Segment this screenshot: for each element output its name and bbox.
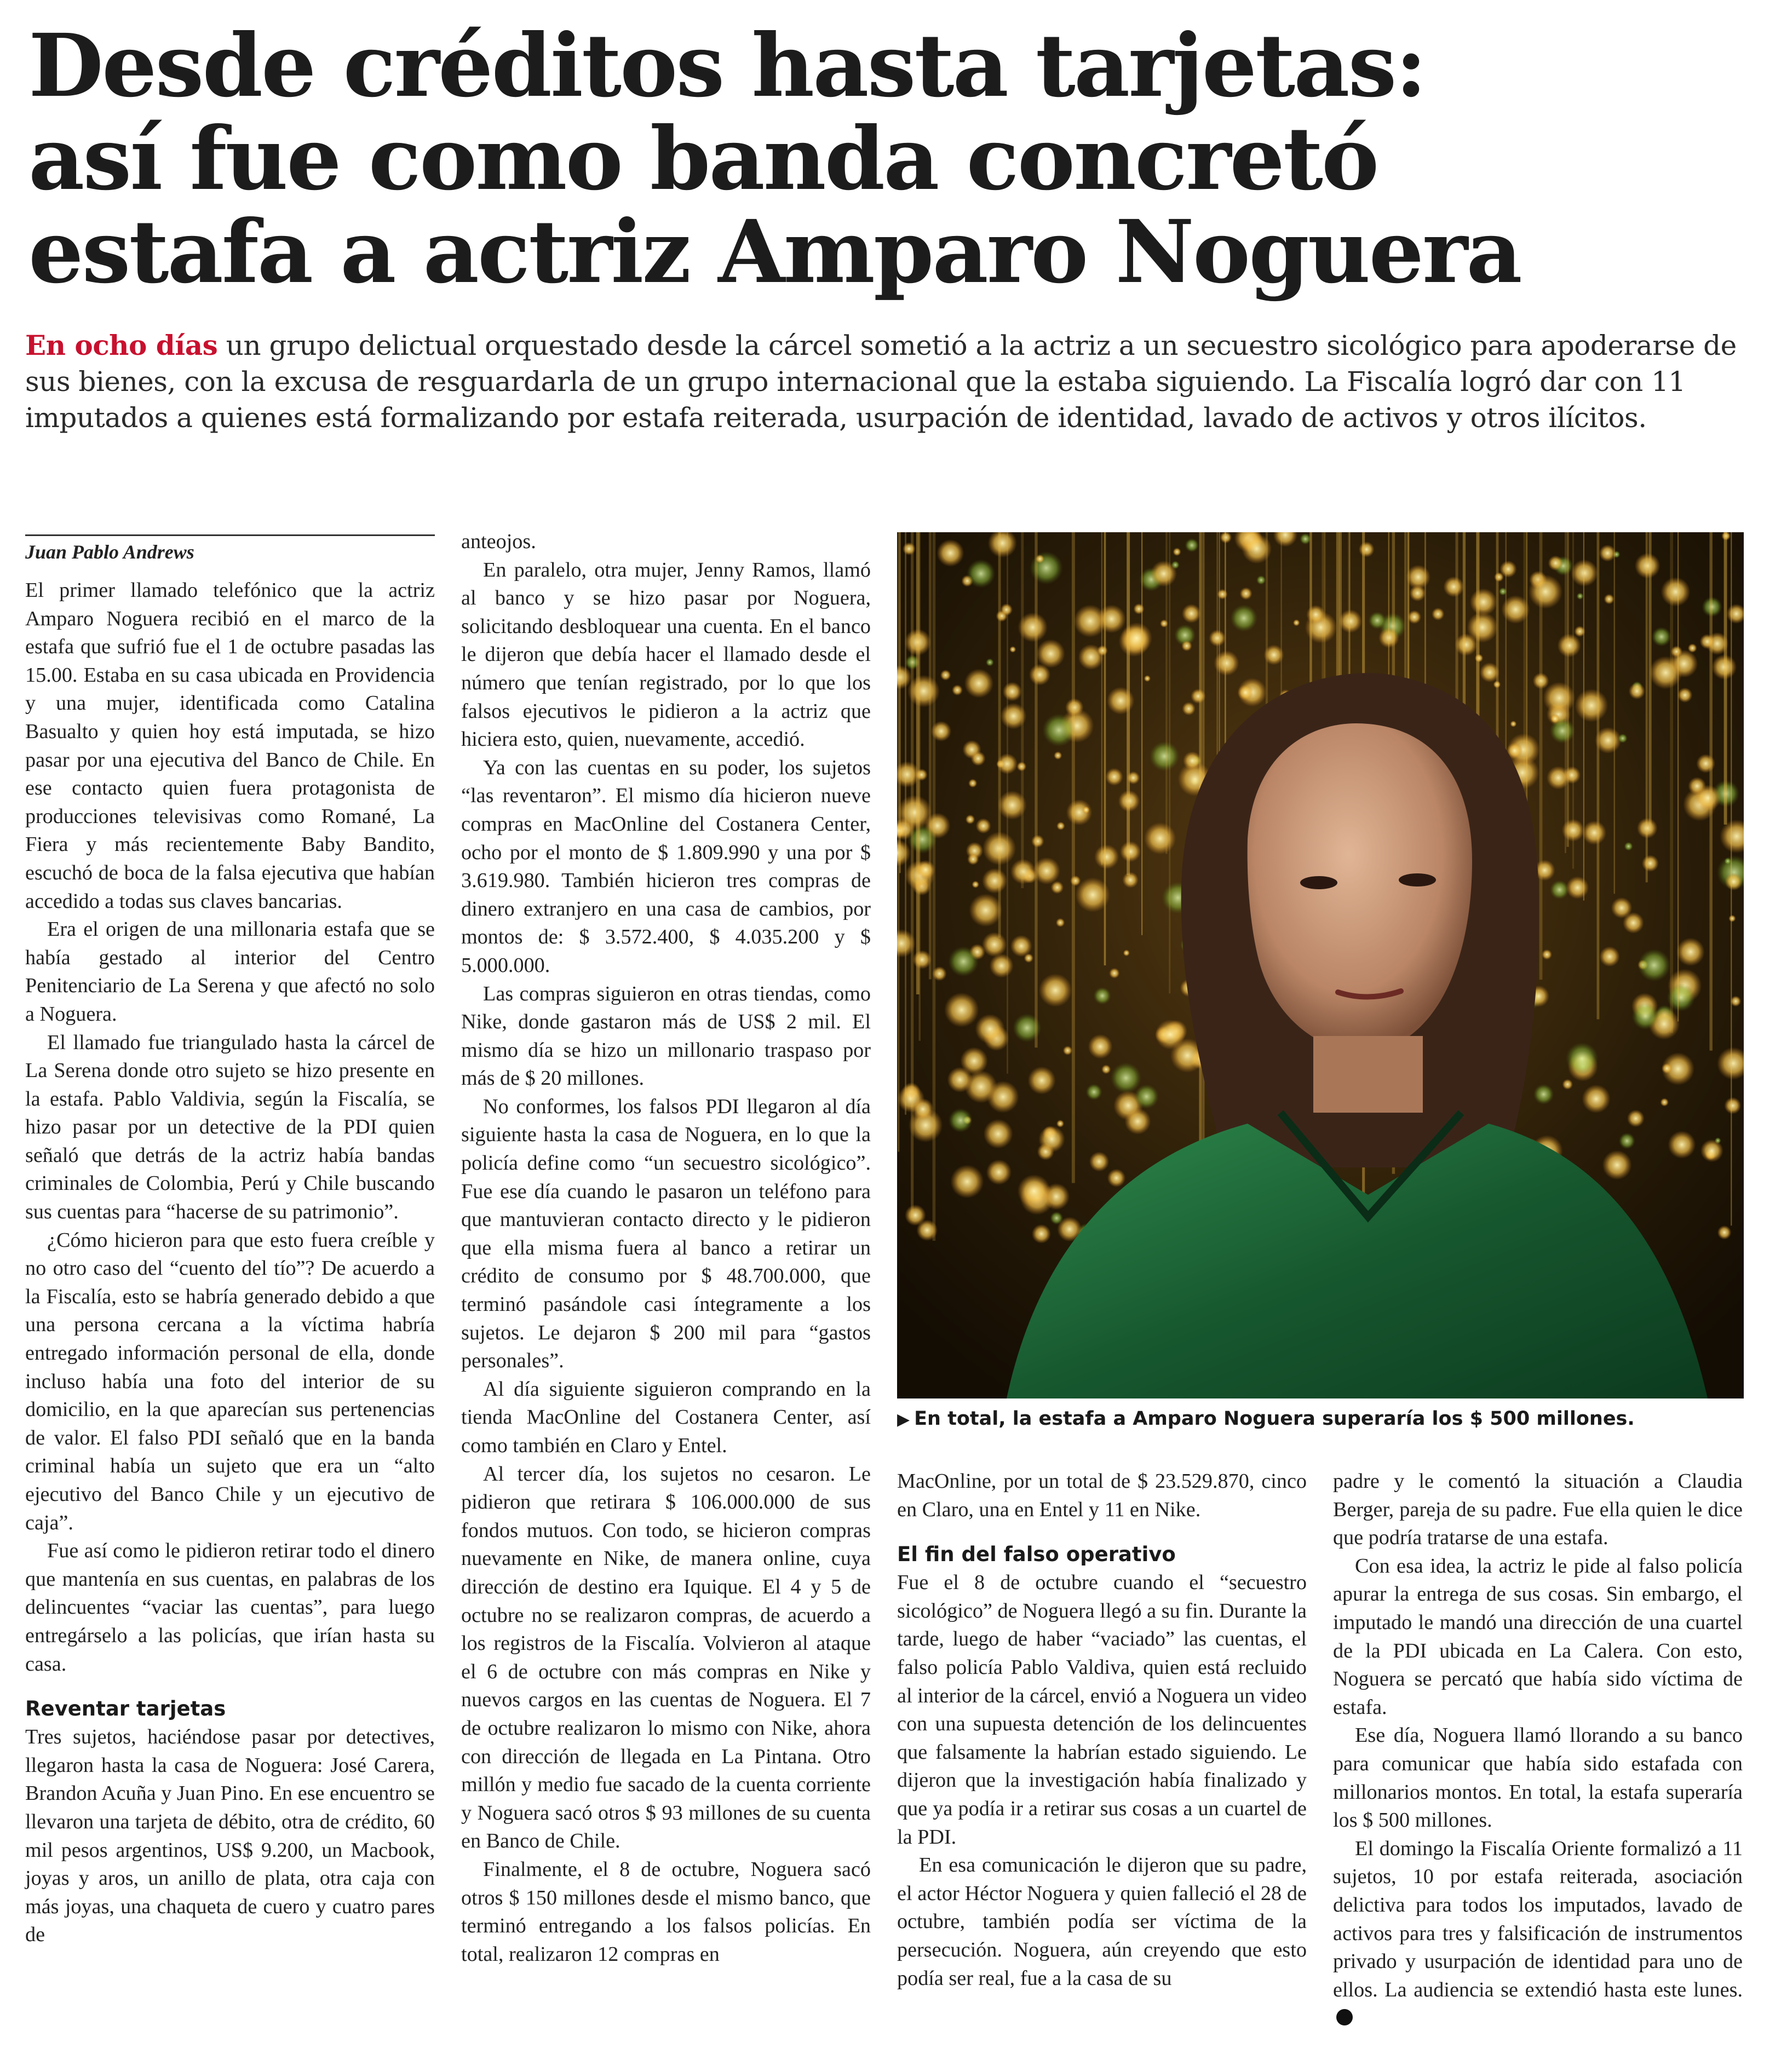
headline-line-3: estafa a actriz Amparo Noguera <box>28 202 1521 303</box>
bokeh-light <box>990 954 1014 978</box>
bokeh-light <box>1240 588 1253 600</box>
bokeh-light <box>1443 577 1464 597</box>
bokeh-light <box>1156 1020 1186 1050</box>
bokeh-light <box>1105 768 1123 786</box>
light-strand <box>916 532 920 994</box>
bokeh-light <box>1120 841 1141 862</box>
bokeh-light <box>1604 594 1615 605</box>
bokeh-light <box>1642 855 1659 872</box>
bokeh-light <box>1123 949 1130 956</box>
bokeh-light <box>1036 640 1065 669</box>
light-strand <box>899 532 901 873</box>
bokeh-light <box>1543 682 1576 714</box>
lead-kicker: En ocho días <box>25 329 218 361</box>
bokeh-light <box>1662 1063 1672 1074</box>
bokeh-light <box>940 670 951 681</box>
light-strand <box>1169 532 1170 993</box>
bokeh-light <box>1054 751 1062 759</box>
bokeh-light <box>1056 918 1065 928</box>
bokeh-light <box>1652 627 1671 647</box>
bokeh-light <box>1107 687 1135 715</box>
bokeh-light <box>1121 623 1153 654</box>
paragraph: No conformes, los falsos PDI llegaron al día siguiente hasta la casa de Noguera, en lo que la policía define como “un secuestro sicológico”. Fue ese día cuando le pasaron un teléfono para que mantuvieran contacto directo y le pidieron que ella misma fuera al banco a retirar un crédito de consumo por $ 48.700.000, que terminó pasándole casi íntegramente a los sujetos. Le dejaron $ 200 mil para “gastos personales”. <box>461 1095 871 1373</box>
bokeh-light <box>1056 822 1065 831</box>
bokeh-light <box>966 815 975 825</box>
bokeh-light <box>1111 1062 1142 1093</box>
face-shape <box>1248 723 1472 1052</box>
bokeh-light <box>1624 842 1633 850</box>
eye-left <box>1300 876 1337 889</box>
bokeh-light <box>1629 683 1645 699</box>
light-strand <box>1572 532 1574 869</box>
portrait-illustration <box>897 532 1744 1398</box>
headline-line-2: así fue como banda concretó <box>28 108 1378 210</box>
bokeh-light <box>1717 1225 1732 1240</box>
bokeh-light <box>949 1108 973 1132</box>
bokeh-light <box>1660 1098 1669 1107</box>
bokeh-light <box>1300 533 1311 545</box>
bokeh-light <box>1566 1042 1599 1075</box>
paragraph: Ese día, Noguera llamó llorando a su banco para comunicar que había sido estafada con millonarios montos. En total, la estafa superaría los $ 500 millones. <box>1333 1724 1743 1832</box>
bokeh-light <box>1144 822 1176 855</box>
light-strand <box>1677 532 1679 1021</box>
end-of-article-mark <box>1336 2009 1353 2025</box>
bokeh-light <box>1042 713 1076 747</box>
headline-line-1: Desde créditos hasta tarjetas: <box>28 15 1426 117</box>
bokeh-light <box>1369 612 1386 629</box>
bokeh-light <box>1582 1085 1610 1113</box>
light-strand <box>1597 532 1600 1020</box>
bokeh-light <box>1602 1150 1632 1180</box>
light-strand <box>1021 532 1024 888</box>
bokeh-light <box>1028 1067 1056 1095</box>
bokeh-light <box>1724 857 1731 865</box>
bokeh-light <box>1700 1139 1723 1162</box>
light-strand <box>1724 532 1727 825</box>
bokeh-light <box>1676 938 1705 966</box>
bokeh-light <box>1661 577 1691 607</box>
bokeh-light <box>1150 741 1180 772</box>
bokeh-light <box>1293 619 1300 626</box>
bokeh-light <box>903 542 916 555</box>
bokeh-light <box>1542 949 1552 960</box>
bokeh-light <box>982 932 1007 957</box>
bokeh-light <box>1088 1034 1113 1059</box>
bokeh-light <box>1009 646 1016 653</box>
article-column-2 <box>461 528 871 1969</box>
paragraph: Finalmente, el 8 de octubre, Noguera sacó otros $ 150 millones desde el mismo banco, que terminó entregando a los falsos policías. En total, realizaron 12 compras en <box>461 1857 871 1966</box>
bokeh-light <box>982 868 1007 893</box>
paragraph: MacOnline, por un total de $ 23.529.870, cinco en Claro, una en Entel y 11 en Nike. <box>897 1470 1307 1521</box>
bokeh-light <box>1134 1084 1159 1109</box>
bokeh-light <box>1003 682 1022 701</box>
bokeh-light <box>948 946 979 977</box>
bokeh-light <box>1256 575 1266 585</box>
bokeh-light <box>1124 1108 1151 1135</box>
bokeh-light <box>1101 1064 1111 1074</box>
bokeh-light <box>1018 1175 1051 1208</box>
bokeh-light <box>897 795 932 830</box>
bokeh-light <box>1730 996 1741 1007</box>
bokeh-light <box>950 1165 984 1198</box>
article-photo <box>897 532 1744 1398</box>
bokeh-light <box>1688 643 1697 653</box>
caption-marker: ▶ <box>897 1410 910 1429</box>
bokeh-light <box>1151 561 1177 587</box>
bokeh-light <box>912 1098 934 1120</box>
bokeh-light <box>1107 1169 1126 1188</box>
bokeh-light <box>952 684 963 695</box>
paragraph: En esa comunicación le dijeron que su padre, el actor Héctor Noguera y quien falleció el 28 de octubre, también podía ser víctima de la persecución. Noguera, aún creyendo que esto podía ser real, fue a la casa de su <box>897 1854 1307 1990</box>
neck-shape <box>1313 1036 1423 1113</box>
bokeh-light <box>1470 588 1497 615</box>
bokeh-light <box>1619 1133 1635 1149</box>
lead-text: un grupo delictual orquestado desde la cárcel sometió a la actriz a un secuestro sicológico para apoderarse de sus bienes, con la excusa de resguardarla de un grupo internacional que la estaba siguiendo. La Fiscalía logró dar con 11 imputados a quienes está formalizando por estafa reiterada, usurpación de identidad, lavado de activos y otros ilícitos. <box>25 330 1737 434</box>
paragraph: Ya con las cuentas en su poder, los sujetos “las reventaron”. El mismo día hicieron nueve compras en MacOnline del Costanera Center, ocho por el monto de $ 1.809.990 y una por $ 3.619.980. También hicieron tres compras de dinero extranjero en una casa de cambios, por montos de: $ 3.572.400, $ 4.035.200 y $ 5.000.000. <box>461 756 871 977</box>
paragraph: padre y le comentó la situación a Claudia Berger, pareja de su padre. Fue ella quien le dice que podría tratarse de una estafa. <box>1333 1470 1743 1550</box>
light-strand <box>1583 532 1584 901</box>
bokeh-light <box>944 993 979 1027</box>
paragraph: Las compras siguieron en otras tiendas, como Nike, donde gastaron más de US$ 2 mil. El mismo día se hizo un millonario traspaso por más de $ 20 millones. <box>461 982 871 1090</box>
bokeh-light <box>984 1119 1013 1149</box>
bokeh-light <box>1558 634 1581 657</box>
light-strand <box>1035 532 1037 1047</box>
bokeh-light <box>967 853 979 865</box>
bokeh-light <box>1086 1084 1102 1100</box>
bokeh-light <box>986 1160 1012 1185</box>
light-strand <box>1565 532 1566 853</box>
bokeh-light <box>1070 876 1081 887</box>
bokeh-light <box>1550 880 1569 899</box>
light-strand <box>1165 532 1168 854</box>
light-strand <box>1646 532 1648 882</box>
bokeh-light <box>1547 766 1570 790</box>
bokeh-light <box>1230 605 1257 632</box>
paragraph: Al tercer día, los sujetos no cesaron. Le pidieron que retirara $ 106.000.000 de sus fondos mutuos. Con todo, se hicieron compras nuevamente en Nike, de manera online, cuya dirección de destino era Iquique. El 4 y 5 de octubre no se realizaron compras, de acuerdo a los registros de la Fiscalía. Volvieron al ataque el 6 de octubre con más compras en Nike y nuevos cargos en las cuentas de Noguera. El 7 de octubre realizaron lo mismo con Nike, ahora con dirección de llegada en La Pintana. Otro millón y medio fue sacado de la cuenta corriente y Noguera sacó otros $ 93 millones de su cuenta en Banco de Chile. <box>461 1462 871 1853</box>
bokeh-light <box>1725 873 1743 890</box>
paragraph: El primer llamado telefónico que la actriz Amparo Noguera recibió en el marco de la estafa que sufrió fue el 1 de octubre pasadas las 15.00. Estaba en su casa ubicada en Providencia y una mujer, identificada como Catalina Basualto y quien hoy está imputada, se hizo pasar por una ejecutiva del Banco de Chile. En ese contacto quien fuera protagonista de producciones televisivas como Romané, La Fiera y más recientemente Baby Bandito, escuchó de boca de la falsa ejecutiva que habían accedido a todas sus claves bancarias. <box>25 579 435 913</box>
bokeh-light <box>1407 610 1421 624</box>
bokeh-light <box>1627 1110 1645 1127</box>
bokeh-light <box>1038 1126 1065 1152</box>
bokeh-light <box>1109 968 1119 979</box>
bokeh-light <box>1677 688 1693 703</box>
photo-caption <box>897 1406 1744 1432</box>
paragraph: El llamado fue triangulado hasta la cárcel de La Serena donde otro sujeto se hizo presente en la estafa. Pablo Valdivia, según la Fiscalía, se hizo pasar por un detective de la PDI quien señaló que detrás de la actriz había bandas criminales de Colombia, Perú y Chile buscando sus cuentas para “hacerse de su patrimonio”. <box>25 1031 435 1224</box>
bokeh-light <box>1599 946 1619 966</box>
light-strand <box>1709 532 1713 1051</box>
bokeh-light <box>1599 545 1616 562</box>
bokeh-light <box>1082 806 1090 814</box>
subheading: El fin del falso operativo <box>897 1543 1176 1567</box>
light-strand <box>1127 532 1130 875</box>
bokeh-light <box>969 894 1003 927</box>
bokeh-light <box>1409 585 1426 601</box>
bokeh-light <box>1238 684 1254 700</box>
bokeh-light <box>1024 953 1033 963</box>
bokeh-light <box>1122 872 1139 888</box>
bokeh-light <box>1001 603 1013 616</box>
light-strand <box>911 532 914 1218</box>
bokeh-light <box>1548 555 1564 571</box>
bokeh-light <box>1618 734 1628 744</box>
bokeh-light <box>975 1014 1004 1044</box>
paragraph: anteojos. <box>461 530 536 553</box>
paragraph: Fue así como le pidieron retirar todo el dinero que mantenía en sus cuentas, en palabras de los delincuentes “vaciar las cuentas”, para luego entregárselo a las policías, que irían hasta su casa. <box>25 1539 435 1676</box>
bokeh-light <box>1432 608 1444 620</box>
bokeh-light <box>1056 1120 1064 1127</box>
bokeh-light <box>1668 1131 1696 1159</box>
bokeh-light <box>1185 538 1199 552</box>
bokeh-light <box>1724 1097 1741 1114</box>
light-strand <box>1539 532 1543 980</box>
bokeh-light <box>1533 1084 1554 1104</box>
article-column-3 <box>897 1467 1307 1993</box>
bokeh-light <box>1133 603 1144 614</box>
bokeh-light <box>1144 675 1151 682</box>
bokeh-light <box>1338 609 1362 633</box>
bokeh-light <box>1089 1152 1109 1171</box>
bokeh-light <box>972 880 979 888</box>
paragraph: Al día siguiente siguieron comprando en la tienda MacOnline del Costanera Center, así como también en Claro y Entel. <box>461 1377 871 1457</box>
byline: Juan Pablo Andrews <box>25 534 435 565</box>
light-strand <box>1648 532 1651 831</box>
paragraph: Fue el 8 de octubre cuando el “secuestro sicológico” de Noguera llegó a su fin. Durante la tarde, luego de haber “vaciado” las cuentas, el falso policía Pablo Valdiva, quien está recluido al interior de la cárcel, envió a Noguera un video con una supuesta detención de los delincuentes que falsamente la habrían estado siguiendo. Le dijeron que la investigación había finalizado y que ya podía ir a retirar sus cosas a un cuartel de la PDI. <box>897 1571 1307 1849</box>
bokeh-light <box>986 658 994 666</box>
bokeh-light <box>1623 912 1644 934</box>
headline <box>28 15 1754 303</box>
bokeh-light <box>947 1067 973 1093</box>
bokeh-light <box>1039 974 1072 1007</box>
light-strand <box>898 532 900 1152</box>
bokeh-light <box>1582 821 1606 845</box>
bokeh-light <box>1032 1224 1051 1244</box>
bokeh-light <box>912 950 932 969</box>
caption-text: En total, la estafa a Amparo Noguera superaría los $ 500 millones. <box>914 1408 1635 1430</box>
light-strand <box>1731 532 1732 1225</box>
light-strand <box>1104 532 1106 965</box>
bokeh-light <box>1649 656 1682 689</box>
bokeh-light <box>1575 689 1608 722</box>
bokeh-light <box>1550 714 1560 723</box>
paragraph: Tres sujetos, haciéndose pasar por detectives, llegaron hasta la casa de Noguera: José Carera, Brandon Acuña y Juan Pino. En ese encuentro se llevaron una tarjeta de débito, otra de crédito, 60 mil pesos argentinos, US$ 9.200, un Macbook, joyas y aros, un anillo de plata, otra caja con más joyas, una chaqueta de cuero y cuatro pares de <box>25 1725 435 1947</box>
light-strand <box>1101 532 1102 865</box>
bokeh-light <box>967 559 995 588</box>
bokeh-light <box>1728 915 1736 922</box>
light-strand <box>1614 532 1616 894</box>
light-strand <box>1566 532 1569 847</box>
eye-right <box>1399 873 1436 887</box>
bokeh-light <box>976 818 991 833</box>
article-column-1 <box>25 534 435 1949</box>
bokeh-light <box>968 779 977 787</box>
paragraph: En paralelo, otra mujer, Jenny Ramos, llamó al banco y se hizo pasar por Noguera, solicitando desbloquear una cuenta. En el banco le dijeron que debía hacer el llamado desde el número que tenían registrado, por lo que los falsos ejecutivos le pidieron a la actriz que hiciera esto, quien, nuevamente, accedió. <box>461 558 871 751</box>
bokeh-light <box>1051 881 1064 894</box>
bokeh-light <box>971 751 986 766</box>
bokeh-light <box>1182 702 1196 716</box>
bokeh-light <box>1494 572 1504 582</box>
bokeh-light <box>1030 551 1063 585</box>
bokeh-light <box>1529 575 1562 609</box>
light-strand <box>998 532 1001 937</box>
paragraph: El domingo la Fiscalía Oriente formalizó a 11 sujetos, 10 por estafa reiterada, asociación delictiva para todos los imputados, lavado de activos para tres y falsificación de instrumentos privado y usurpación de identidad para uno de ellos. La audiencia se extendió hasta este lunes. <box>1333 1835 1743 2033</box>
article-column-4 <box>1333 1467 1743 2033</box>
bokeh-light <box>1094 844 1119 869</box>
bokeh-light <box>1181 641 1192 652</box>
subheading: Reventar tarjetas <box>25 1697 226 1721</box>
light-strand <box>929 532 932 979</box>
bokeh-light <box>1562 1079 1573 1090</box>
bokeh-light <box>1182 604 1201 623</box>
bokeh-light <box>1217 589 1227 600</box>
light-strand <box>1007 532 1008 1074</box>
light-strand <box>1072 532 1075 1183</box>
bokeh-light <box>1694 785 1721 811</box>
bokeh-light <box>1063 1046 1072 1055</box>
paragraph: Con esa idea, la actriz le pide al falso policía apurar la entrega de sus cosas. Sin embargo, el imputado le mandó una dirección de una cuartel de la PDI ubicada en La Calera. Con esto, Noguera se percató que había sido víctima de estafa. <box>1333 1554 1743 1719</box>
bokeh-light <box>1510 721 1516 727</box>
lead-paragraph <box>25 327 1756 436</box>
bokeh-light <box>937 539 964 567</box>
light-strand <box>1670 532 1673 1033</box>
bokeh-light <box>1632 1003 1659 1030</box>
light-strand <box>1141 532 1142 935</box>
bokeh-light <box>1638 949 1670 982</box>
bokeh-light <box>964 669 994 698</box>
bokeh-light <box>1173 548 1181 556</box>
bokeh-light <box>1577 592 1584 600</box>
bokeh-light <box>1467 612 1498 643</box>
light-strand <box>905 532 906 1115</box>
paragraph: Era el origen de una millonaria estafa que se había gestado al interior del Centro Penitenciario de La Serena y que afectó no solo a Noguera. <box>25 918 435 1026</box>
bokeh-light <box>1183 751 1202 770</box>
light-strand <box>933 532 936 1241</box>
bokeh-light <box>1094 987 1111 1005</box>
bokeh-light <box>1566 876 1589 899</box>
paragraph: ¿Cómo hicieron para que esto fuera creíble y no otro caso del “cuento del tío”? De acuerdo a la Fiscalía, esto se habría generado debido a que una persona cercana a la víctima habría entregado información personal de ella, donde incluso había una foto del interior de su domicilio, en la que aparecían sus pertenencias de valor. El falso PDI señaló que en la banda criminal había un sujeto que era un “alto ejecutivo del Banco Chile y un ejecutivo de caja”. <box>25 1228 435 1534</box>
bokeh-light <box>1359 542 1375 557</box>
bokeh-light <box>1031 835 1044 848</box>
